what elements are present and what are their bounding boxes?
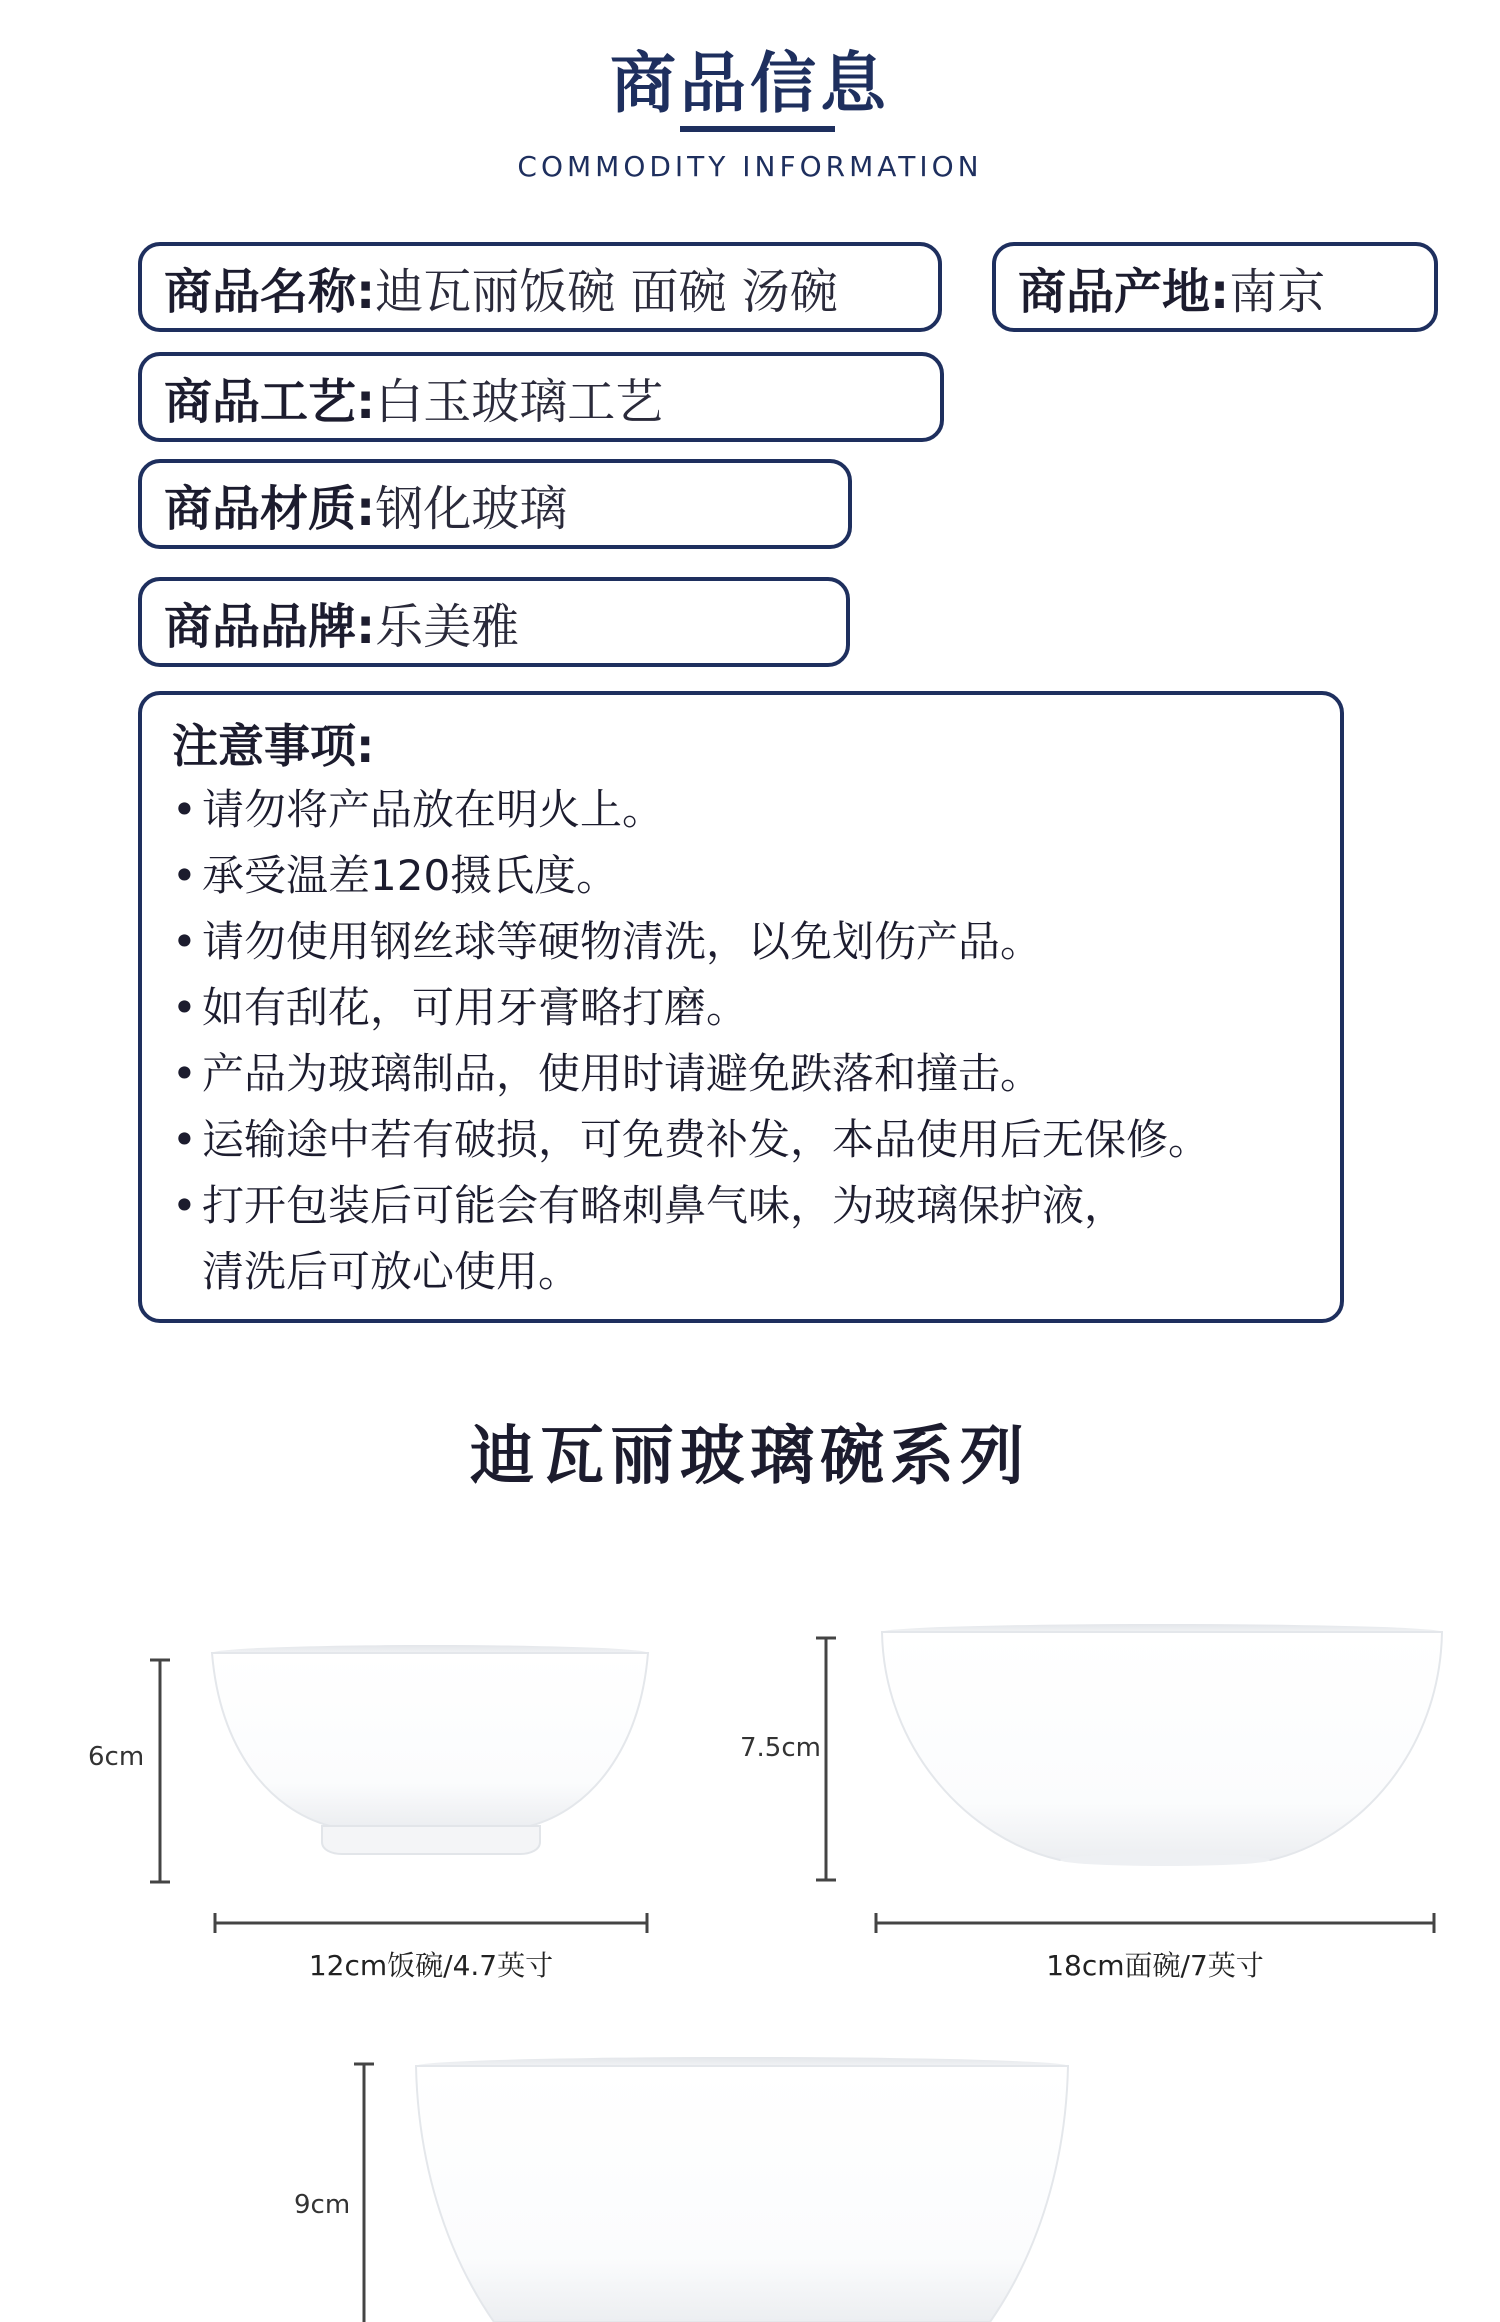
notice-item-text: 打开包装后可能会有略刺鼻气味，为玻璃保护液， [202,1181,1127,1230]
info-brand-value: 乐美雅 [375,598,520,655]
rice-bowl-height-dimension [150,1660,170,1882]
notice-item [172,1041,1314,1107]
bullet: • [172,983,197,1032]
notice-item-text: 请勿将产品放在明火上。 [202,785,665,834]
info-craft-box [138,352,944,442]
notice-box [138,691,1344,1323]
info-craft-value: 白玉玻璃工艺 [375,373,664,430]
notice-item-text: 清洗后可放心使用。 [202,1247,581,1296]
info-material-box [138,459,852,549]
info-origin-value: 南京 [1229,263,1326,320]
info-name-box [138,242,942,332]
notice-title: 注意事项: [172,719,375,773]
bowl-illustrations [0,1560,1500,2322]
soup-bowl-height-dimension [354,2064,374,2322]
title-underline [680,126,835,132]
bullet: • [172,1115,197,1164]
bullet: • [172,851,197,900]
info-brand-key: 商品品牌: [164,598,376,655]
noodle-bowl-image [882,1624,1442,1866]
notice-item-text: 承受温差120摄氏度。 [202,851,619,900]
info-origin-box [992,242,1438,332]
info-origin-key: 商品产地: [1018,263,1230,320]
rice-bowl-caption: 12cm饭碗/4.7英寸 [308,1949,554,1982]
notice-item-text: 运输途中若有破损，可免费补发，本品使用后无保修。 [202,1115,1211,1164]
info-name-value: 迪瓦丽饭碗 面碗 汤碗 [375,263,838,320]
page-subtitle: COMMODITY INFORMATION [517,150,983,183]
notice-item [172,975,1314,1041]
notice-item [172,777,1314,843]
noodle-bowl-height-label: 7.5cm [740,1733,821,1763]
bullet: • [172,1049,197,1098]
noodle-bowl-caption: 18cm面碗/7英寸 [1046,1949,1264,1982]
notice-item-text: 产品为玻璃制品，使用时请避免跌落和撞击。 [202,1049,1043,1098]
page-title: 商品信息 [610,45,890,122]
notice-item [172,1173,1314,1239]
bullet: • [172,785,197,834]
bullet: • [172,1181,197,1230]
soup-bowl-image [416,2057,1068,2322]
info-material-value: 钢化玻璃 [375,480,568,537]
notice-item [172,909,1314,975]
noodle-bowl-width-dimension [876,1913,1434,1933]
soup-bowl-height-label: 9cm [294,2190,351,2220]
notice-item-text: 如有刮花，可用牙膏略打磨。 [202,983,749,1032]
info-craft-key: 商品工艺: [164,373,376,430]
info-material-key: 商品材质: [164,480,376,537]
rice-bowl-image [212,1645,648,1854]
notice-item [172,1107,1314,1173]
rice-bowl-height-label: 6cm [88,1742,145,1772]
series-title: 迪瓦丽玻璃碗系列 [470,1420,1030,1494]
info-brand-box [138,577,850,667]
info-name-key: 商品名称: [164,263,376,320]
rice-bowl-width-dimension [215,1913,647,1933]
notice-item-text: 请勿使用钢丝球等硬物清洗，以免划伤产品。 [202,917,1043,966]
bullet: • [172,917,197,966]
notice-item [172,843,1314,909]
notice-item-continuation [172,1239,1314,1305]
